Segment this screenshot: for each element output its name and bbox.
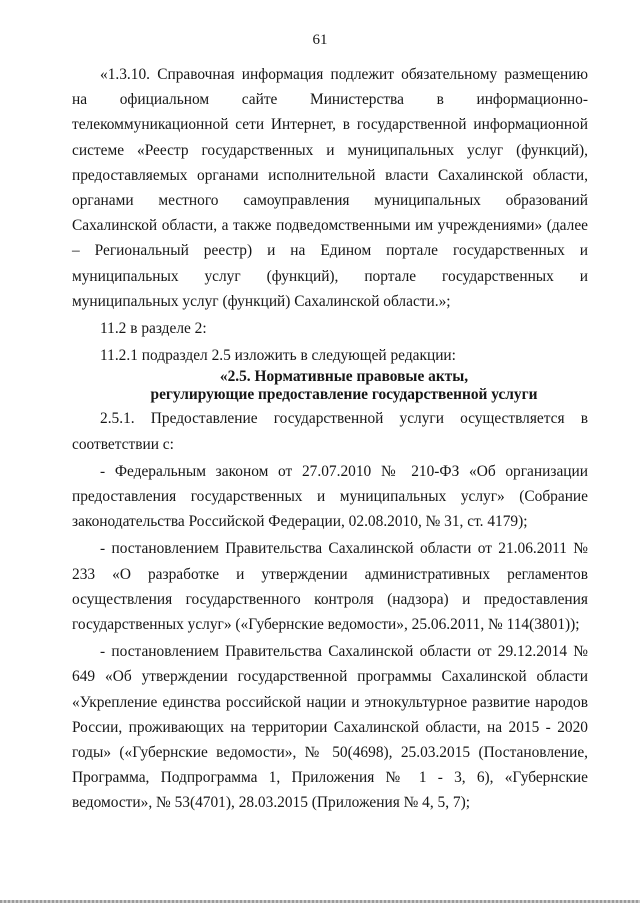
paragraph-11-2: 11.2 в разделе 2:	[100, 320, 207, 338]
section-heading-line-1: «2.5. Нормативные правовые акты,	[219, 368, 469, 386]
section-heading-2-5	[72, 368, 588, 404]
document-body	[72, 62, 588, 816]
paragraph-11-2-1: 11.2.1 подраздел 2.5 изложить в следующей редакции:	[100, 347, 456, 365]
paragraph-2-5-1: 2.5.1. Предоставление государственной услуги осуществляется в соответствии с:	[72, 410, 588, 453]
page-number: 61	[312, 32, 328, 48]
list-item-resolution-649: - постановлением Правительства Сахалинской области от 29.12.2014 № 649 «Об утверждении государственной программы Сахалинской области «Укрепление единства российской нации и этнокультурное развитие народов России, проживающих на территории Сахалинской области, на 2015 - 2020 годы» («Губернские ведомости», № 50(4698), 25.03.2015 (Постановление, Программа, Подпрограмма 1, Приложения № 1 - 3, 6), «Губернские ведомости», № 53(4701), 28.03.2015 (Приложения № 4, 5, 7);	[72, 643, 588, 812]
list-item-resolution-233: - постановлением Правительства Сахалинской области от 21.06.2011 № 233 «О разработке и утверждении административных регламентов осуществления государственного контроля (надзора) и предоставления государственных услуг» («Губернские ведомости», 25.06.2011, № 114(3801));	[72, 540, 588, 634]
scan-bottom-edge	[0, 900, 640, 903]
paragraph-1-3-10: «1.3.10. Справочная информация подлежит обязательному размещению на официальном сайте Министерства в информационно-телекоммуникационной сети Интернет, в государственной информационной системе «Реестр государственных и муниципальных услуг (функций), предоставляемых органами исполнительной власти Сахалинской области, органами местного самоуправления муниципальных образований Сахалинской области, а также подведомственными им учреждениями» (далее – Региональный реестр) и на Едином портале государственных и муниципальных услуг (функций), портале государственных и муниципальных услуг (функций) Сахалинской области.»;	[72, 66, 588, 310]
list-item-federal-law: - Федеральным законом от 27.07.2010 № 210-ФЗ «Об организации предоставления государственных и муниципальных услуг» (Собрание законодательства Российской Федерации, 02.08.2010, № 31, ст. 4179);	[72, 462, 588, 531]
section-heading-line-2: регулирующие предоставление государственной услуги	[150, 386, 538, 404]
